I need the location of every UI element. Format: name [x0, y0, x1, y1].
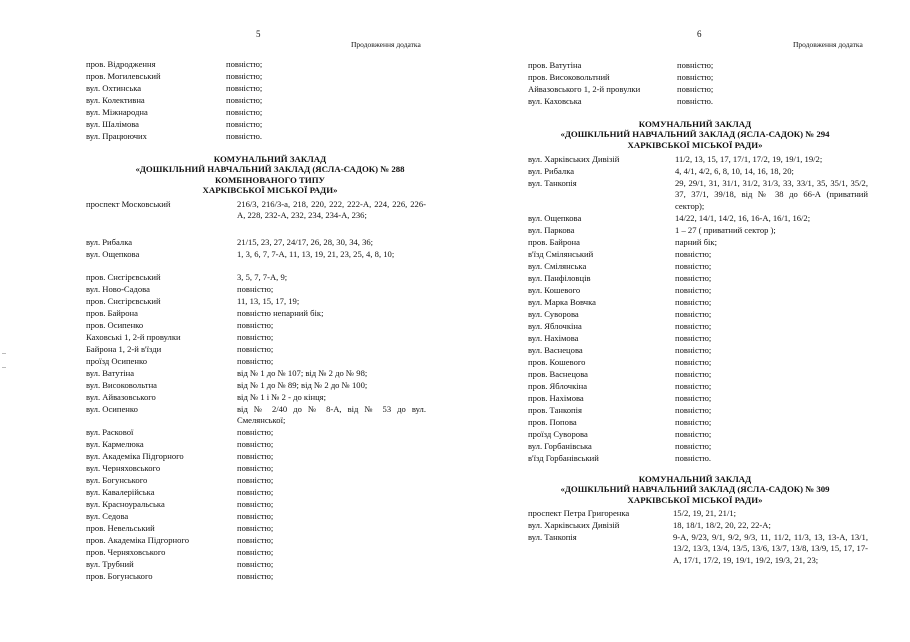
street-name: пров. Снєгірєвський [86, 296, 161, 306]
street-name: вул. Міжнародна [86, 107, 148, 117]
street-name: вул. Суворова [528, 309, 579, 319]
street-coverage: від № 1 і № 2 - до кінця; [237, 392, 327, 402]
street-coverage: повністю; [226, 59, 263, 69]
street-coverage: повністю; [675, 297, 712, 307]
street-name: Каховські 1, 2-й провулки [86, 332, 181, 342]
street-name: вул. Академіка Підгорного [86, 451, 184, 461]
street-name: вул. Шалімова [86, 119, 139, 129]
street-name: вул. Танкопія [528, 178, 577, 188]
street-name: проїзд Осипенко [86, 356, 148, 366]
street-name: вул. Колективна [86, 95, 145, 105]
street-coverage: повністю; [237, 451, 274, 461]
street-name: вул. Харківських Дивізій [528, 154, 620, 164]
street-coverage: повністю. [677, 96, 714, 106]
heading-line: КОМУНАЛЬНИЙ ЗАКЛАД [638, 119, 752, 129]
street-coverage: повністю; [677, 72, 714, 82]
street-name: пров. Могилевський [86, 71, 161, 81]
street-coverage: повністю; [677, 60, 714, 70]
street-name: пров. Танкопія [528, 405, 582, 415]
street-coverage: повністю; [237, 475, 274, 485]
street-name: вул. Рибалка [528, 166, 575, 176]
right-page [455, 0, 910, 642]
street-coverage: повністю; [237, 511, 274, 521]
street-name: вул. Осипенко [86, 404, 138, 414]
street-coverage: повністю; [237, 547, 274, 557]
street-name: вул. Ново-Садова [86, 284, 150, 294]
street-name: вул. Ватутіна [86, 368, 135, 378]
heading-line: «ДОШКІЛЬНИЙ НАВЧАЛЬНИЙ ЗАКЛАД (ЯСЛА-САДОК) № 294 [560, 129, 830, 140]
street-coverage: повністю; [226, 107, 263, 117]
street-name: вул. Трубний [86, 559, 134, 569]
street-name: вул. Горбанівська [528, 441, 592, 451]
street-coverage: повністю; [226, 83, 263, 93]
street-name: вул. Кармелюка [86, 439, 144, 449]
street-name: пров. Осипенко [86, 320, 144, 330]
street-coverage: 9-А, 9/23, 9/1, 9/2, 9/3, 11, 11/2, 11/3, 13, 13-А, 13/1, 13/2, 13/3, 13/4, 13/5, 13/6, 13/7, 13/8, 13/9, 15, 17, 17-А, 17/1, 17/2, 19, 19/1, 19/2, 19/3, 21, 23; [673, 532, 868, 565]
section-heading [515, 119, 875, 150]
street-name: вул. Працюючих [86, 131, 147, 141]
street-coverage: повністю; [675, 309, 712, 319]
street-name: вул. Кавалерійська [86, 487, 155, 497]
street-name: пров. Байрона [528, 237, 580, 247]
street-coverage: повністю. [675, 453, 712, 463]
heading-line: ХАРКІВСЬКОЇ МІСЬКОЇ РАДИ» [627, 494, 763, 505]
street-coverage: парний бік; [675, 237, 717, 247]
street-name: вул. Кошевого [528, 285, 581, 295]
street-name: вул. Айвазовського [86, 392, 156, 402]
street-coverage: повністю; [237, 571, 274, 581]
street-coverage: повністю; [237, 559, 274, 569]
street-name: вул. Каховська [528, 96, 582, 106]
street-coverage: повністю непарний бік; [237, 308, 324, 318]
street-coverage: 4, 4/1, 4/2, 6, 8, 10, 14, 16, 18, 20; [675, 166, 794, 176]
street-coverage: повністю; [237, 487, 274, 497]
street-coverage: 21/15, 23, 27, 24/17, 26, 28, 30, 34, 36; [237, 237, 374, 247]
street-name: вул. Ощепкова [528, 213, 582, 223]
street-coverage: повністю; [237, 535, 274, 545]
street-name: пров. Нахімова [528, 393, 584, 403]
street-name: вул. Нахімова [528, 333, 579, 343]
street-coverage: 18, 18/1, 18/2, 20, 22, 22-А; [673, 520, 771, 530]
section-heading [515, 474, 875, 505]
street-name: вул. Смілянська [528, 261, 587, 271]
street-name: проспект Петра Григоренка [528, 508, 630, 518]
street-coverage: повністю; [677, 84, 714, 94]
street-coverage: повністю; [237, 439, 274, 449]
street-coverage: повністю; [675, 393, 712, 403]
street-coverage: 11/2, 13, 15, 17, 17/1, 17/2, 19, 19/1, 19/2; [675, 154, 823, 164]
street-name: пров. Черняховського [86, 547, 166, 557]
street-name: вул. Паркова [528, 225, 575, 235]
street-name: пров. Байрона [86, 308, 138, 318]
street-name: вул. Богунського [86, 475, 148, 485]
street-name: вул. Яблочкіна [528, 321, 582, 331]
street-name: пров. Богунського [86, 571, 153, 581]
street-name: вул. Рибалка [86, 237, 133, 247]
heading-line: КОМУНАЛЬНИЙ ЗАКЛАД [213, 154, 327, 164]
street-coverage: 29, 29/1, 31, 31/1, 31/2, 31/3, 33, 33/1, 35, 35/1, 35/2, 37, 37/1, 39/18, від № 38 до 66-А (приватний сектор); [675, 178, 868, 211]
street-name: Байрона 1, 2-й в'їзди [86, 344, 162, 354]
street-name: пров. Яблочкіна [528, 381, 588, 391]
street-coverage: повністю; [675, 417, 712, 427]
street-coverage: повністю; [675, 261, 712, 271]
street-coverage: повністю; [675, 441, 712, 451]
street-name: пров. Ватутіна [528, 60, 582, 70]
street-coverage: від № 1 до № 89; від № 2 до № 100; [237, 380, 368, 390]
street-coverage: 14/22, 14/1, 14/2, 16, 16-А, 16/1, 16/2; [675, 213, 811, 223]
heading-line: КОМУНАЛЬНИЙ ЗАКЛАД [638, 474, 752, 484]
street-name: пров. Відродження [86, 59, 156, 69]
street-name: вул. Седова [86, 511, 129, 521]
street-name: вул. Марка Вовчка [528, 297, 596, 307]
street-coverage: 3, 5, 7, 7-А, 9; [237, 272, 288, 282]
street-name: в'їзд Горбанівський [528, 453, 599, 463]
street-name: вул. Ощепкова [86, 249, 140, 259]
street-coverage: повністю; [226, 95, 263, 105]
heading-line: КОМБІНОВАНОГО ТИПУ [214, 174, 325, 185]
street-coverage: 216/3, 216/3-а, 218, 220, 222, 222-А, 224, 226, 226-А, 228, 232-А, 232, 234, 234-А, 236; [237, 199, 426, 221]
street-name: пров. Кошевого [528, 357, 586, 367]
street-name: вул. Харківських Дивізій [528, 520, 620, 530]
street-name: вул. Танкопія [528, 532, 577, 542]
street-coverage: повністю; [675, 249, 712, 259]
street-name: пров. Високовольтний [528, 72, 610, 82]
street-coverage: 11, 13, 15, 17, 19; [237, 296, 300, 306]
street-coverage: повністю; [237, 499, 274, 509]
street-coverage: повністю; [226, 119, 263, 129]
street-coverage: від № 2/40 до № 8-А, від № 53 до вул. Смелянської; [237, 404, 426, 426]
scan-mark [2, 353, 6, 354]
street-coverage: повністю; [675, 369, 712, 379]
street-coverage: повністю; [237, 332, 274, 342]
street-name: проїзд Суворова [528, 429, 588, 439]
street-name: пров. Попова [528, 417, 577, 427]
street-coverage: повністю; [237, 320, 274, 330]
heading-line: ХАРКІВСЬКОЇ МІСЬКОЇ РАДИ» [627, 139, 763, 150]
street-coverage: повністю; [237, 356, 274, 366]
street-coverage: повністю; [675, 345, 712, 355]
street-coverage: повністю. [226, 131, 263, 141]
street-coverage: повністю; [675, 429, 712, 439]
street-coverage: повністю; [237, 523, 274, 533]
street-name: вул. Охтинська [86, 83, 142, 93]
street-coverage: 1, 3, 6, 7, 7-А, 11, 13, 19, 21, 23, 25, 4, 8, 10; [237, 249, 395, 259]
street-name: вул. Черняховського [86, 463, 161, 473]
street-name: в'їзд Смілянський [528, 249, 594, 259]
street-coverage: повністю; [237, 463, 274, 473]
street-name: пров. Васнецова [528, 369, 588, 379]
street-coverage: повністю; [675, 381, 712, 391]
street-name: пров. Невельський [86, 523, 155, 533]
street-coverage: повністю; [675, 333, 712, 343]
page-number: 6 [697, 29, 702, 39]
street-name: Айвазовського 1, 2-й провулки [528, 84, 641, 94]
street-coverage: повністю; [675, 285, 712, 295]
heading-line: ХАРКІВСЬКОЇ МІСЬКОЇ РАДИ» [202, 185, 338, 196]
street-name: вул. Васнецова [528, 345, 583, 355]
scan-mark [2, 367, 6, 368]
continuation-label: Продовження додатка [351, 40, 421, 49]
street-name: вул. Раскової [86, 427, 134, 437]
street-coverage: повністю; [226, 71, 263, 81]
street-coverage: 1 – 27 ( приватний сектор ); [675, 225, 776, 235]
street-coverage: повністю; [237, 284, 274, 294]
section-heading [120, 154, 420, 196]
street-coverage: повністю; [675, 405, 712, 415]
street-coverage: повністю; [675, 273, 712, 283]
street-coverage: повністю; [675, 321, 712, 331]
street-name: вул. Красноуральська [86, 499, 165, 509]
heading-line: «ДОШКІЛЬНИЙ НАВЧАЛЬНИЙ ЗАКЛАД (ЯСЛА-САДОК) № 309 [560, 484, 830, 495]
street-name: вул. Високовольтна [86, 380, 157, 390]
page-number: 5 [256, 29, 261, 39]
street-coverage: від № 1 до № 107; від № 2 до № 98; [237, 368, 368, 378]
street-coverage: 15/2, 19, 21, 21/1; [673, 508, 737, 518]
street-name: пров. Снєгірєвський [86, 272, 161, 282]
street-name: вул. Панфіловців [528, 273, 591, 283]
street-coverage: повністю; [675, 357, 712, 367]
continuation-label: Продовження додатка [793, 40, 863, 49]
street-coverage: повністю; [237, 427, 274, 437]
heading-line: «ДОШКІЛЬНИЙ НАВЧАЛЬНИЙ ЗАКЛАД (ЯСЛА-САДОК) № 288 [135, 164, 405, 175]
street-name: проспект Московський [86, 199, 171, 209]
street-name: пров. Академіка Підгорного [86, 535, 190, 545]
street-coverage: повністю; [237, 344, 274, 354]
